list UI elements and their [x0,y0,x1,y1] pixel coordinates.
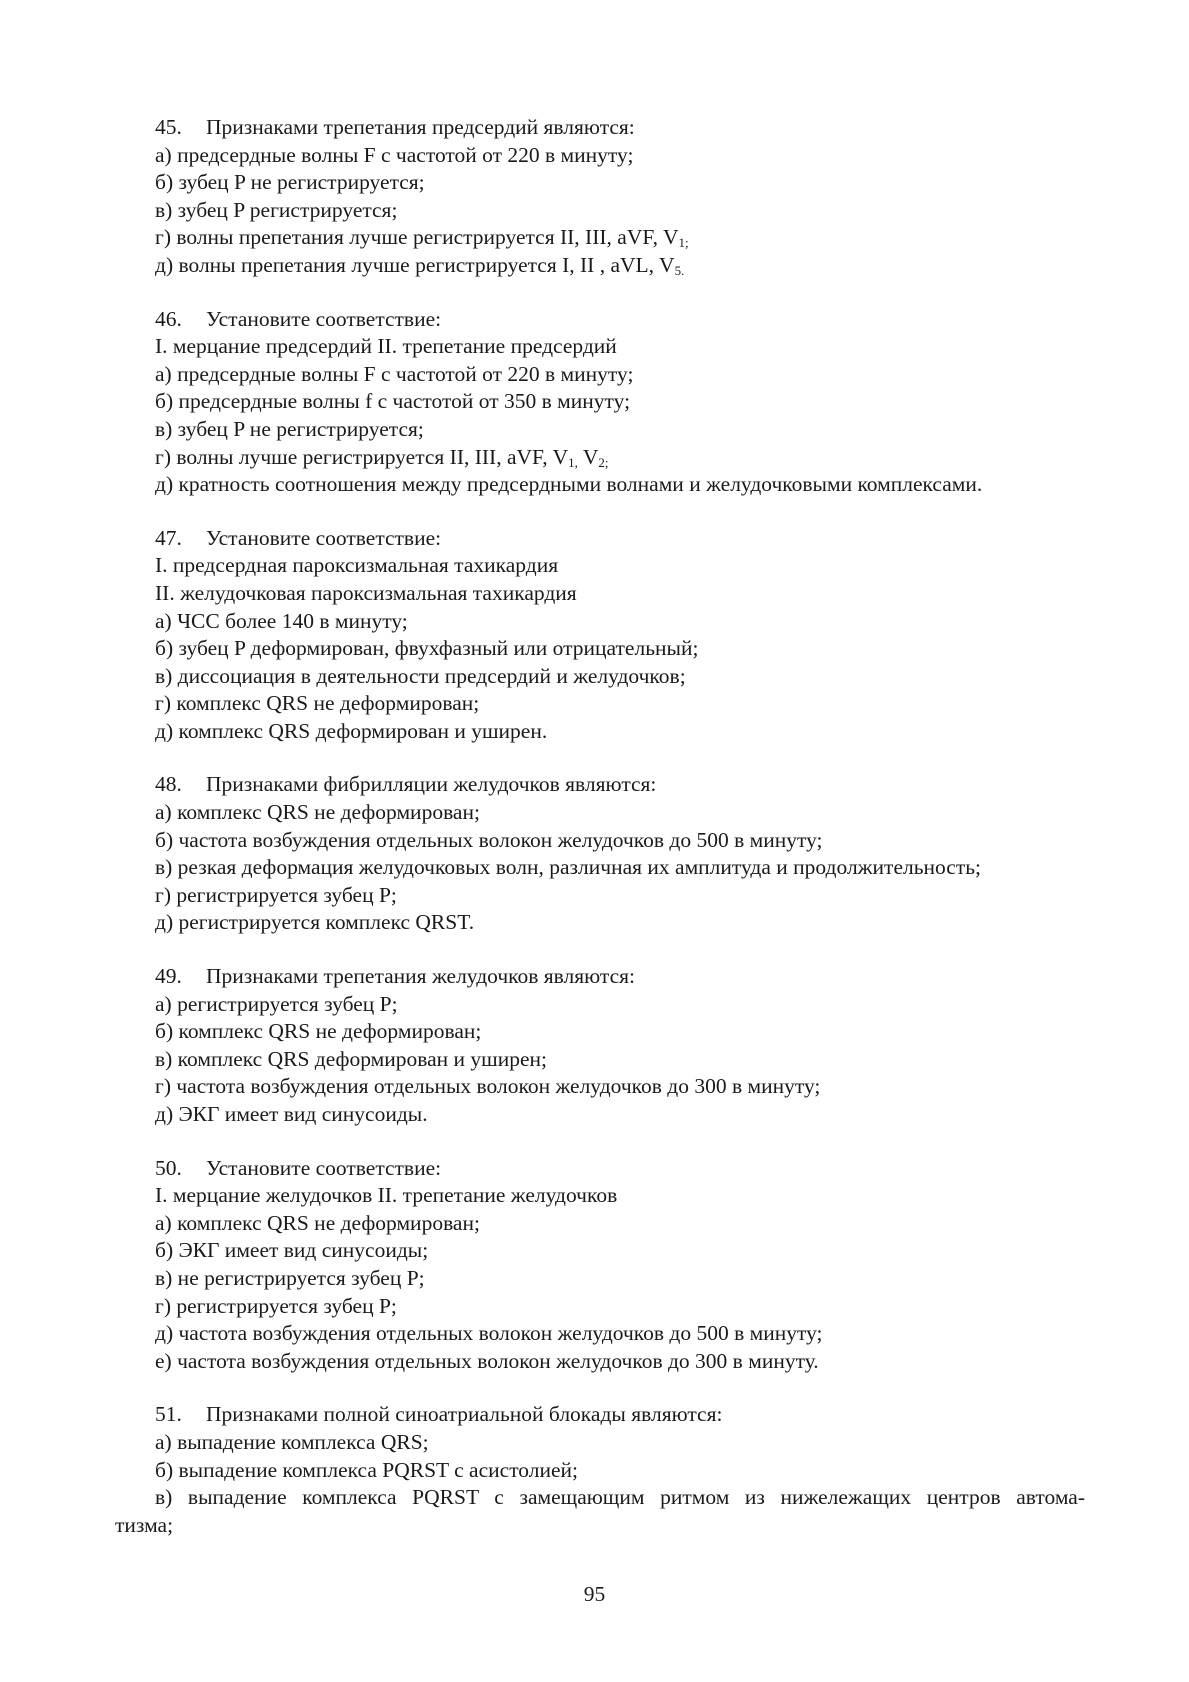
answer-option: г) регистрируется зубец P; [155,1293,397,1318]
answer-option: II. желудочковая пароксизмальная тахикардия [155,580,577,605]
question-49 [155,963,1085,1129]
question-title: Признаками трепетания предсердий являются: [206,115,635,139]
question-title: Установите соответствие: [206,525,442,550]
answer-option: I. мерцание предсердий II. трепетание предсердий [155,334,617,359]
question-45 [155,114,1085,280]
question-heading [155,306,1085,334]
answer-option: г) волны лучше регистрируется II, III, aVF, $V_{1,}$ $V_{2;}$ [155,444,609,470]
answer-option: д) волны препетания лучше регистрируется I, II , aVL, $V_{5.}$ [155,252,685,278]
answer-option: а) выпадение комплекса QRS; [155,1429,429,1454]
question-47 [155,525,1085,746]
question-number: 46. [155,306,182,331]
question-heading [155,1401,1085,1429]
question-title: Признаками трепетания желудочков являются: [206,964,635,989]
answer-continuation: тизма; [115,1512,174,1537]
answer-option: в) резкая деформация желудочковых волн, различная их амплитуда и продолжительность; [155,855,982,880]
answer-option: б) выпадение комплекса PQRST с асистолией; [155,1457,579,1482]
answer-option: а) ЧСС более 140 в минуту; [155,608,408,633]
answer-option: в) зубец P регистрируется; [155,197,398,222]
question-number: 51. [155,1402,182,1427]
answer-option: а) предсердные волны F с частотой от 220 в минуту; [155,142,634,167]
question-number: 45. [155,115,182,139]
answer-option: б) ЭКГ имеет вид синусоиды; [155,1238,429,1263]
question-number: 50. [155,1155,182,1180]
answer-option: г) регистрируется зубец P; [155,882,397,907]
answer-option: в) выпадение комплекса PQRST с замещающим ритмом из нижележащих центров автома- [155,1485,1085,1510]
answer-option: г) волны препетания лучше регистрируется II, III, aVF, $V_{1;}$ [155,225,689,251]
question-number: 49. [155,964,182,989]
question-heading [155,1155,1085,1183]
answer-option: б) зубец P не регистрируется; [155,170,425,195]
answer-option: а) комплекс QRS не деформирован; [155,800,480,825]
answer-option: I. предсердная пароксизмальная тахикардия [155,553,559,578]
question-number: 47. [155,525,182,550]
answer-option: д) регистрируется комплекс QRST. [155,910,475,935]
subscript: 1, [568,454,578,470]
question-title: Признаками полной синоатриальной блокады являются: [206,1402,723,1427]
answer-option: I. мерцание желудочков II. трепетание желудочков [155,1183,618,1208]
answer-option: е) частота возбуждения отдельных волокон желудочков до 300 в минуту. [155,1348,819,1373]
answer-option: б) комплекс QRS не деформирован; [155,1019,482,1044]
question-46 [155,306,1085,499]
subscript: 1; [678,235,689,251]
answer-option: г) комплекс QRS не деформирован; [155,691,480,716]
answer-option: д) комплекс QRS деформирован и уширен. [155,718,548,743]
answer-option: д) кратность соотношения между предсердными волнами и желудочковыми комплексами. [155,472,983,497]
subscript: 2; [598,454,609,470]
answer-option: б) зубец P деформирован, фвухфазный или отрицательный; [155,636,699,661]
question-48 [155,771,1085,937]
question-heading [155,771,1085,799]
answer-option: в) не регистрируется зубец P; [155,1265,425,1290]
answer-option: а) регистрируется зубец P; [155,991,398,1016]
answer-option: в) комплекс QRS деформирован и уширен; [155,1046,548,1071]
question-51 [115,1401,1085,1539]
question-heading [155,525,1085,553]
question-title: Признаками фибрилляции желудочков являются: [206,772,657,797]
answer-option: д) частота возбуждения отдельных волокон желудочков до 500 в минуту; [155,1321,823,1346]
question-heading [155,963,1085,991]
answer-option: в) диссоциация в деятельности предсердий и желудочков; [155,663,686,688]
question-50 [155,1155,1085,1376]
subscript: 5. [674,262,685,278]
question-number: 48. [155,772,182,797]
question-title: Установите соответствие: [206,306,442,331]
answer-option: б) предсердные волны f с частотой от 350 в минуту; [155,389,631,414]
answer-option: д) ЭКГ имеет вид синусоиды. [155,1102,428,1126]
answer-option: б) частота возбуждения отдельных волокон желудочков до 500 в минуту; [155,827,823,852]
page-number: 95 [583,1582,606,1606]
question-title: Установите соответствие: [206,1155,442,1180]
answer-option: а) комплекс QRS не деформирован; [155,1210,480,1235]
answer-option: г) частота возбуждения отдельных волокон желудочков до 300 в минуту; [155,1074,821,1099]
question-heading [155,114,1085,142]
answer-option: в) зубец P не регистрируется; [155,416,424,441]
answer-option: а) предсердные волны F с частотой от 220 в минуту; [155,361,634,386]
questions-list [115,114,1085,1565]
